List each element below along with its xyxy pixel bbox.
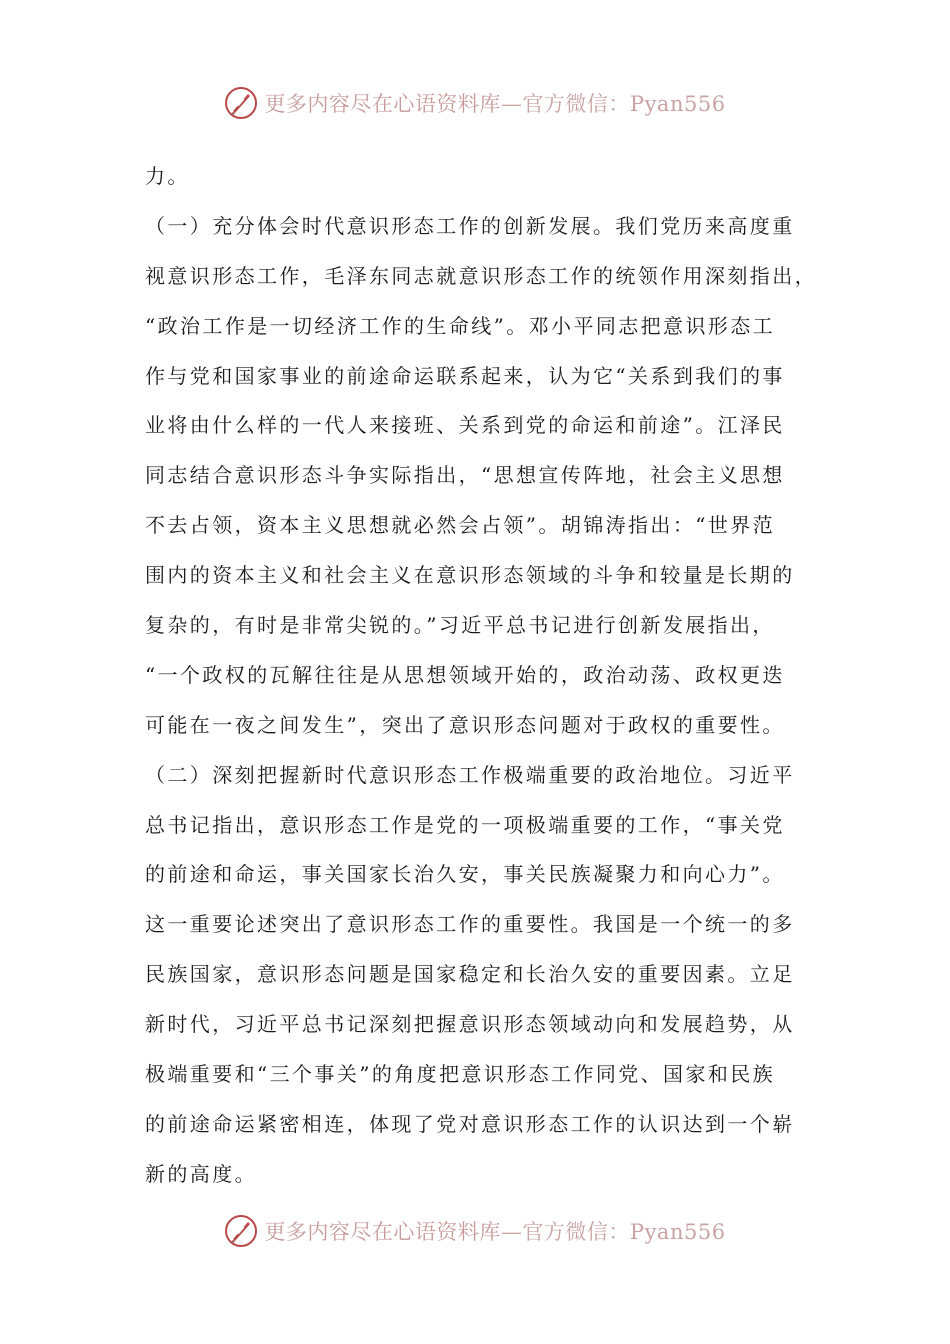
text-line: 这一重要论述突出了意识形态工作的重要性。我国是一个统一的多 (145, 912, 795, 937)
watermark-text (264, 1216, 725, 1246)
text-line: 复杂的，有时是非常尖锐的。”习近平总书记进行创新发展指出， (145, 613, 775, 638)
text-line: “政治工作是一切经济工作的生命线”。邓小平同志把意识形态工 (145, 313, 776, 338)
watermark-text (264, 88, 725, 118)
text-line: 业将由什么样的一代人来接班、关系到党的命运和前途”。江泽民 (145, 413, 785, 438)
text-line: 围内的资本主义和社会主义在意识形态领域的斗争和较量是长期的 (145, 563, 795, 588)
text-line: （一）充分体会时代意识形态工作的创新发展。我们党历来高度重 (145, 213, 795, 238)
text-line: 同志结合意识形态斗争实际指出，“思想宣传阵地，社会主义思想 (145, 463, 785, 488)
watermark-separator: — (500, 92, 523, 116)
feather-pen-logo-icon (224, 86, 258, 120)
watermark-wechat: 官方微信：Pyan556 (522, 1220, 726, 1244)
text-line: 可能在一夜之间发生”，突出了意识形态问题对于政权的重要性。 (145, 712, 785, 737)
text-line: 作与党和国家事业的前途命运联系起来，认为它“关系到我们的事 (145, 363, 785, 388)
watermark-main: 更多内容尽在心语资料库 (264, 92, 501, 116)
feather-pen-logo-icon (224, 1214, 258, 1248)
text-line: （二）深刻把握新时代意识形态工作极端重要的政治地位。习近平 (145, 762, 795, 787)
text-line: 新时代，习近平总书记深刻把握意识形态领域动向和发展趋势，从 (145, 1012, 795, 1037)
text-line: “一个政权的瓦解往往是从思想领域开始的，政治动荡、政权更迭 (145, 662, 785, 687)
watermark-separator: — (500, 1220, 523, 1244)
text-line: 不去占领，资本主义思想就必然会占领”。胡锦涛指出：“世界范 (145, 513, 776, 538)
text-line: 视意识形态工作，毛泽东同志就意识形态工作的统领作用深刻指出， (145, 263, 817, 288)
document-body (145, 152, 817, 1200)
text-line: 民族国家，意识形态问题是国家稳定和长治久安的重要因素。立足 (145, 962, 795, 987)
text-line: 的前途和命运，事关国家长治久安，事关民族凝聚力和向心力”。 (145, 862, 785, 887)
footer-watermark (0, 1211, 950, 1251)
text-line: 力。 (145, 164, 190, 188)
watermark-main: 更多内容尽在心语资料库 (264, 1220, 501, 1244)
header-watermark (0, 83, 950, 123)
text-line: 极端重要和“三个事关”的角度把意识形态工作同党、国家和民族 (145, 1062, 776, 1087)
watermark-wechat: 官方微信：Pyan556 (522, 92, 726, 116)
text-line: 新的高度。 (145, 1161, 257, 1186)
text-line: 总书记指出，意识形态工作是党的一项极端重要的工作，“事关党 (145, 812, 785, 837)
text-line: 的前途命运紧密相连，体现了党对意识形态工作的认识达到一个崭 (145, 1111, 795, 1136)
